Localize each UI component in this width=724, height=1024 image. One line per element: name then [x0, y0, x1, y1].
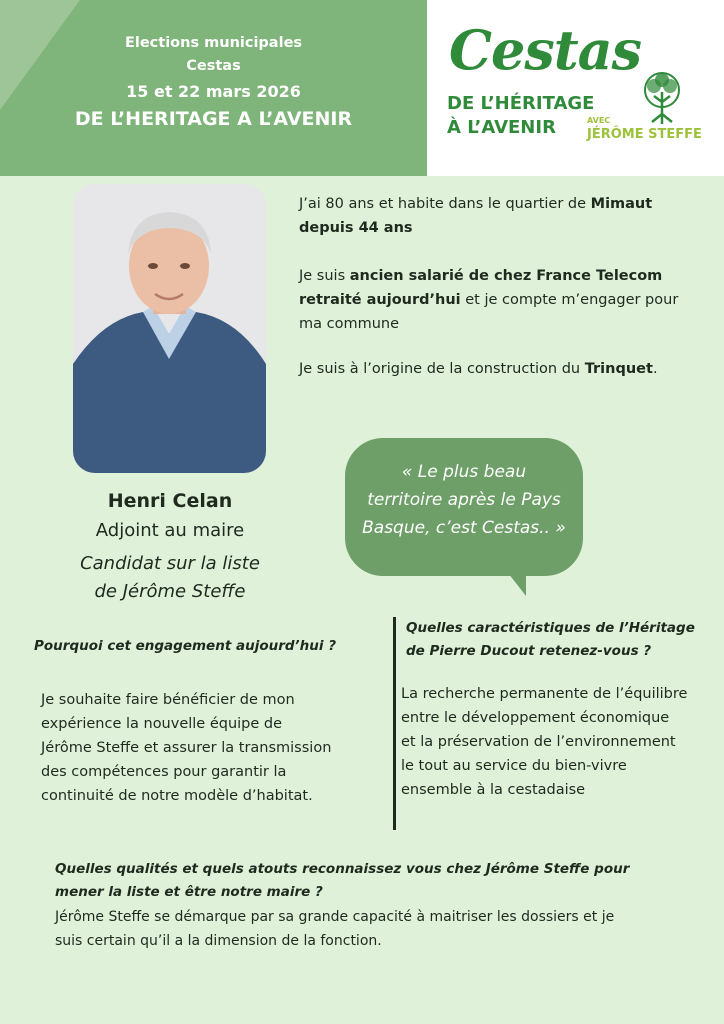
person-name: Henri Celan [107, 490, 233, 512]
candidacy-line1: Candidat sur la liste [80, 553, 260, 574]
campaign-logo [427, 0, 724, 176]
answer-line: suis certain qu’il a la dimension de la fonction. [55, 933, 382, 949]
header-dates: 15 et 22 mars 2026 [126, 82, 301, 101]
header-slogan: DE L’HERITAGE A L’AVENIR [74, 108, 353, 130]
answer-2 [401, 682, 719, 802]
intro-bold: Mimaut [590, 196, 653, 212]
person-role: Adjoint au maire [95, 520, 245, 541]
answer-line: Jérôme Steffe se démarque par sa grande capacité à maitriser les dossiers et je [55, 909, 615, 925]
intro-text: ma commune [299, 316, 400, 332]
logo-line2: À L’AVENIR [447, 117, 556, 138]
question-line: Quelles caractéristiques de l’Héritage [406, 620, 695, 636]
intro-text: et je compte m’engager pour [460, 292, 679, 308]
intro-bold: depuis 44 ans [299, 220, 413, 236]
logo-avec: AVEC [587, 116, 611, 125]
intro-bold: Trinquet [584, 361, 653, 377]
intro-bold: retraité aujourd’hui [299, 292, 461, 308]
answer-line: le tout au service du bien-vivre [401, 758, 627, 774]
portrait-photo [73, 184, 266, 473]
question-3 [55, 858, 629, 904]
logo-title: Cestas [449, 18, 642, 82]
question-2 [406, 617, 695, 663]
intro-paragraph-3 [299, 357, 694, 381]
intro-text: J’ai 80 ans et habite dans le quartier de [299, 196, 591, 212]
answer-line: ensemble à la cestadaise [401, 782, 586, 798]
header-election: Elections municipales [124, 35, 303, 51]
answer-line: continuité de notre modèle d’habitat. [41, 788, 313, 804]
answer-line: des compétences pour garantir la [41, 764, 287, 780]
header-banner [0, 0, 427, 176]
answer-line: Jérôme Steffe et assurer la transmission [41, 740, 332, 756]
quote-bubble-tail [498, 560, 526, 596]
quote-text [350, 458, 578, 542]
answer-line: entre le développement économique [401, 710, 670, 726]
quote-line: Basque, c’est Cestas.. » [362, 518, 566, 538]
question-line: Quelles qualités et quels atouts reconnaissez vous chez Jérôme Steffe pour [55, 861, 630, 877]
quote-line: territoire après le Pays [367, 490, 561, 510]
logo-candidate-name: JÉRÔME STEFFE [587, 127, 702, 142]
person-candidacy [60, 550, 280, 606]
quote-line: « Le plus beau [401, 462, 527, 482]
answer-line: et la préservation de l’environnement [401, 734, 676, 750]
question-line: mener la liste et être notre maire ? [55, 884, 323, 900]
intro-text: Je suis [299, 268, 350, 284]
answer-1 [41, 688, 381, 808]
column-divider [393, 617, 396, 830]
intro-text: Je suis à l’origine de la construction du [299, 361, 585, 377]
logo-line1: DE L’HÉRITAGE [447, 93, 595, 114]
question-line: de Pierre Ducout retenez-vous ? [406, 643, 652, 659]
intro-bold: ancien salarié de chez France Telecom [349, 268, 663, 284]
intro-paragraph-2 [299, 264, 694, 336]
question-1: Pourquoi cet engagement aujourd’hui ? [34, 638, 337, 654]
header-town: Cestas [186, 58, 241, 74]
answer-line: expérience la nouvelle équipe de [41, 716, 283, 732]
intro-paragraph-1 [299, 192, 694, 240]
answer-line: Je souhaite faire bénéficier de mon [41, 692, 295, 708]
answer-line: La recherche permanente de l’équilibre [401, 686, 688, 702]
answer-3 [55, 905, 715, 953]
intro-text: . [652, 361, 658, 377]
candidacy-line2: de Jérôme Steffe [94, 581, 246, 602]
tree-icon [632, 68, 692, 128]
